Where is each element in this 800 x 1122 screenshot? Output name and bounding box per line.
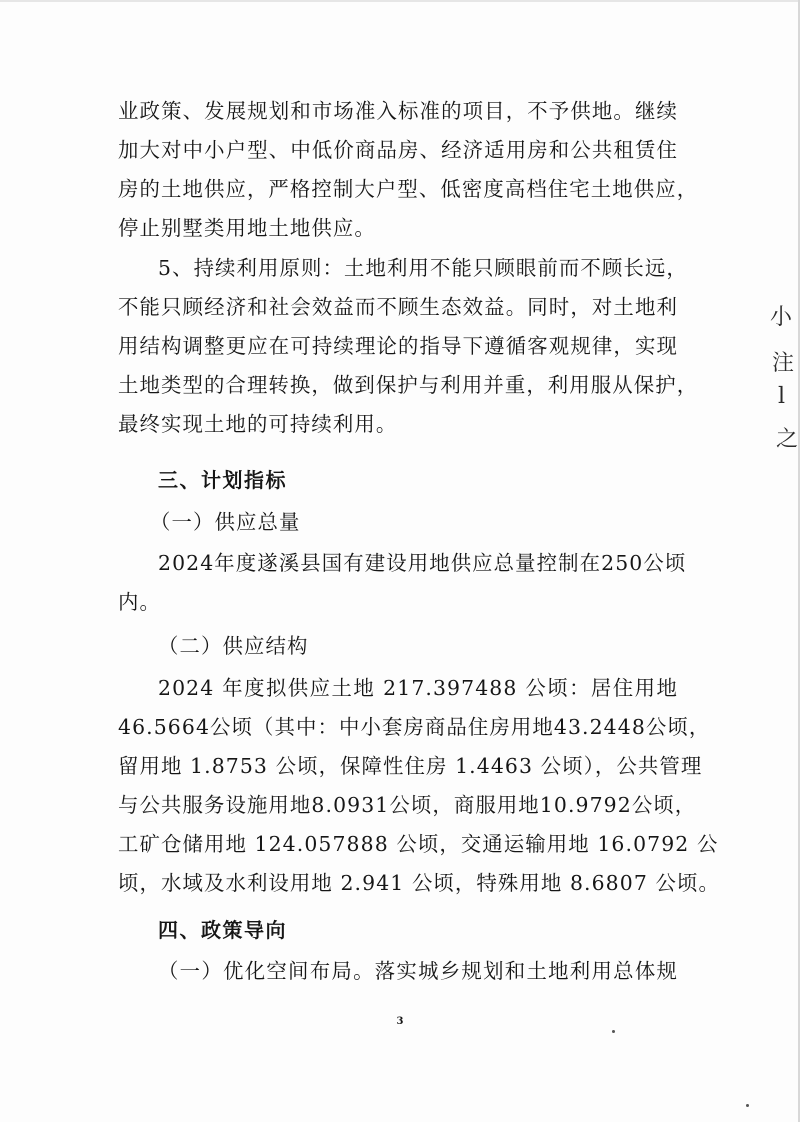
margin-handwriting-mark: l xyxy=(778,384,786,409)
scan-speck xyxy=(612,1030,615,1033)
text-line: 2024 年度拟供应土地 217.397488 公顷：居住用地 xyxy=(158,676,678,700)
text-line: 与公共服务设施用地8.0931公顷，商服用地10.9792公顷， xyxy=(118,793,697,817)
section-heading: 四、政策导向 xyxy=(158,918,287,942)
page-number: 3 xyxy=(396,1016,404,1027)
text-line: 5、持续利用原则：土地利用不能只顾眼前而不顾长远， xyxy=(158,256,688,280)
text-line: 不能只顾经济和社会效益而不顾生态效益。同时，对土地利 xyxy=(118,295,678,319)
text-line: 留用地 1.8753 公顷，保障性住房 1.4463 公顷），公共管理 xyxy=(118,754,703,778)
subsection-heading: （一）供应总量 xyxy=(150,510,301,534)
section-heading: 三、计划指标 xyxy=(158,468,287,492)
text-line: （一）优化空间布局。落实城乡规划和土地利用总体规 xyxy=(158,959,678,983)
text-line: 顷，水域及水利设用地 2.941 公顷，特殊用地 8.6807 公顷。 xyxy=(118,871,720,895)
text-line: 停止别墅类用地土地供应。 xyxy=(118,216,376,240)
text-line: 工矿仓储用地 124.057888 公顷，交通运输用地 16.0792 公 xyxy=(118,832,719,856)
margin-handwriting-mark: 之 xyxy=(776,427,799,452)
text-line: 2024年度遂溪县国有建设用地供应总量控制在250公顷 xyxy=(158,551,687,575)
text-line: 业政策、发展规划和市场准入标准的项目，不予供地。继续 xyxy=(118,99,678,123)
text-line: 用结构调整更应在可持续理论的指导下遵循客观规律，实现 xyxy=(118,334,678,358)
text-line: 房的土地供应，严格控制大户型、低密度高档住宅土地供应， xyxy=(118,177,699,201)
text-line: 内。 xyxy=(118,590,161,614)
scan-speck xyxy=(746,1104,749,1107)
text-line: 土地类型的合理转换，做到保护与利用并重，利用服从保护， xyxy=(118,373,699,397)
text-line: 加大对中小户型、中低价商品房、经济适用房和公共租赁住 xyxy=(118,138,678,162)
text-line: 46.5664公顷（其中：中小套房商品住房用地43.2448公顷， xyxy=(118,715,711,739)
text-line: 最终实现土地的可持续利用。 xyxy=(118,412,398,436)
subsection-heading: （二）供应结构 xyxy=(158,634,309,658)
margin-handwriting-mark: 注 xyxy=(772,351,795,376)
page-top-edge xyxy=(0,0,800,2)
margin-handwriting-mark: 小 xyxy=(770,305,793,330)
